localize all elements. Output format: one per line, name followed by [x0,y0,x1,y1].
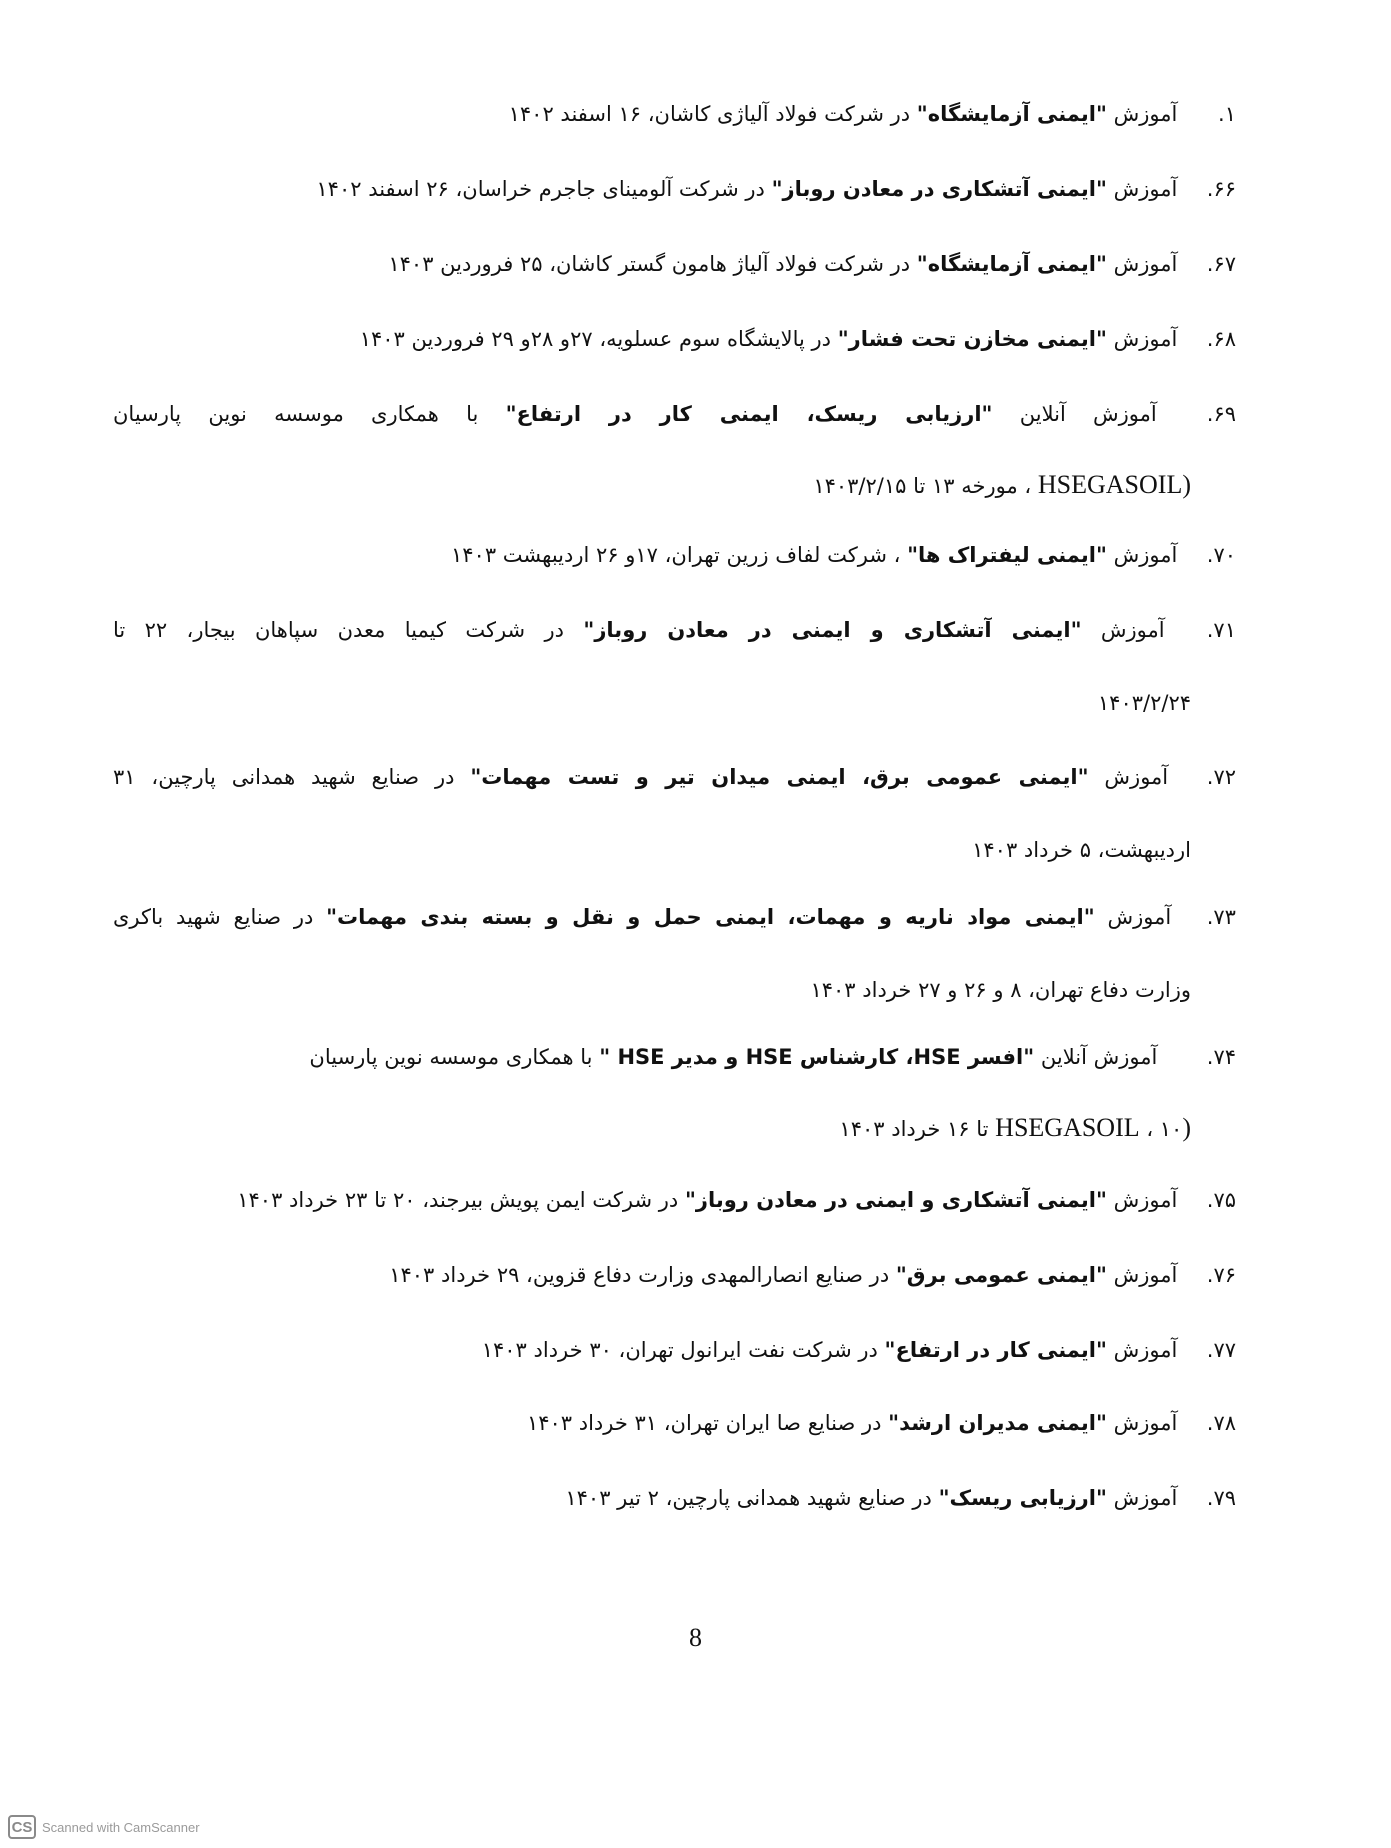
item-suffix: در صنایع شهید همدانی پارچین، ۲ تیر ۱۴۰۳ [565,1486,932,1510]
item-number: ۷۶. [1206,1263,1236,1287]
scanner-footer-text: Scanned with CamScanner [42,1819,200,1835]
item-prefix: آموزش [1104,765,1169,789]
continuation-text: ، ۱۰ تا ۱۶ خرداد ۱۴۰۳ [839,1117,1183,1141]
item-suffix: در شرکت آلومینای جاجرم خراسان، ۲۶ اسفند ۱۴۰۲ [316,177,765,201]
page-number: 8 [689,1623,702,1652]
item-title: "ایمنی کار در ارتفاع" [884,1338,1107,1362]
list-item-continuation [813,472,1191,498]
item-number: ۷۳. [1206,905,1236,929]
item-prefix: آموزش [1113,252,1178,276]
item-prefix: آموزش آنلاین [1019,402,1157,426]
item-prefix: آموزش [1100,618,1165,642]
item-number: ۷۱. [1206,618,1236,642]
camscanner-logo-icon: CS [8,1815,36,1839]
item-title: "ایمنی مخازن تحت فشار" [837,327,1107,351]
item-title: "ایمنی عمومی برق، ایمنی میدان تیر و تست مهمات" [470,765,1089,789]
item-number: ۷۰. [1206,543,1236,567]
item-suffix: در شرکت فولاد آلیاژی کاشان، ۱۶ اسفند ۱۴۰۲ [508,102,911,126]
item-suffix: در صنایع انصارالمهدی وزارت دفاع قزوین، ۲۹ خرداد ۱۴۰۳ [389,1263,890,1287]
list-item-continuation [1098,693,1191,714]
item-number: ۷۲. [1206,765,1237,789]
item-prefix: آموزش [1113,102,1178,126]
item-suffix: در صنایع صا ایران تهران، ۳۱ خرداد ۱۴۰۳ [526,1411,882,1435]
list-item [113,404,1236,425]
item-number: ۶۹. [1206,402,1236,426]
list-item-continuation [972,840,1191,861]
item-number: ۷۸. [1206,1411,1236,1435]
item-prefix: آموزش [1113,1486,1178,1510]
item-number: ۷۵. [1206,1188,1236,1212]
item-title: "ایمنی لیفتراک ها" [907,543,1107,567]
item-suffix: در صنایع شهید همدانی پارچین، ۳۱ [113,765,455,789]
item-prefix: آموزش [1113,1263,1178,1287]
item-title: "ایمنی آزمایشگاه" [916,252,1107,276]
list-item [360,329,1236,350]
item-prefix: آموزش [1113,543,1178,567]
item-suffix: در شرکت کیمیا معدن سپاهان بیجار، ۲۲ تا [113,618,565,642]
list-item [388,254,1236,275]
item-suffix: با همکاری موسسه نوین پارسیان [309,1045,593,1069]
list-item [509,104,1236,125]
list-item [482,1340,1236,1361]
item-title: "ایمنی آتشکاری و ایمنی در معادن روباز" [684,1188,1107,1212]
item-suffix: در صنایع شهید باکری [113,905,314,929]
item-suffix: در شرکت ایمن پویش بیرجند، ۲۰ تا ۲۳ خرداد ۱۴۰۳ [237,1188,679,1212]
item-title: "ایمنی آتشکاری و ایمنی در معادن روباز" [583,618,1082,642]
item-title: "ایمنی آتشکاری در معادن روباز" [771,177,1107,201]
list-item-continuation [810,980,1191,1001]
list-item [389,1265,1236,1286]
item-number: ۶۶. [1206,177,1236,201]
item-title: "ارزیابی ریسک" [938,1486,1107,1510]
item-number: ۷۹. [1206,1486,1236,1510]
item-suffix: در شرکت فولاد آلیاژ هامون گستر کاشان، ۲۵ فروردین ۱۴۰۳ [388,252,911,276]
item-number: ۷۷. [1206,1338,1236,1362]
continuation-text: ، مورخه ۱۳ تا ۱۴۰۳/۲/۱۵ [813,474,1032,498]
item-prefix: آموزش [1113,1188,1178,1212]
item-title: "ایمنی مواد ناریه و مهمات، ایمنی حمل و نقل و بسته بندی مهمات" [326,905,1095,929]
item-number: ۷۴. [1206,1045,1236,1069]
item-prefix: آموزش [1113,327,1178,351]
item-suffix: با همکاری موسسه نوین پارسیان [113,402,479,426]
item-prefix: آموزش آنلاین [1040,1045,1158,1069]
item-prefix: آموزش [1107,905,1172,929]
item-prefix: آموزش [1113,1338,1178,1362]
list-item [113,907,1236,928]
item-number: ۶۸. [1206,327,1236,351]
item-suffix: در شرکت نفت ایرانول تهران، ۳۰ خرداد ۱۴۰۳ [481,1338,878,1362]
list-item [451,545,1236,566]
list-item [113,767,1236,788]
item-number: ۶۷. [1206,252,1236,276]
item-title: "ارزیابی ریسک، ایمنی کار در ارتفاع" [505,402,993,426]
continuation-text: وزارت دفاع تهران، ۸ و ۲۶ و ۲۷ خرداد ۱۴۰۳ [810,978,1191,1002]
item-suffix: ، شرکت لفاف زرین تهران، ۱۷و ۲۶ اردیبهشت ۱۴۰۳ [450,543,901,567]
item-prefix: آموزش [1113,1411,1178,1435]
organization-code: (HSEGASOIL [995,1113,1191,1142]
continuation-text: ۱۴۰۳/۲/۲۴ [1097,691,1191,715]
item-prefix: آموزش [1113,177,1178,201]
item-number: ۱. [1218,102,1236,126]
list-item [565,1488,1236,1509]
organization-code: (HSEGASOIL [1037,470,1191,499]
list-item [113,620,1236,641]
item-title: "افسر HSE، کارشناس HSE و مدیر HSE " [599,1045,1035,1069]
list-item [527,1413,1236,1434]
scanner-footer [8,1815,200,1839]
list-item-continuation [839,1115,1191,1141]
list-item [309,1047,1236,1068]
item-title: "ایمنی آزمایشگاه" [916,102,1107,126]
list-item [237,1190,1236,1211]
item-title: "ایمنی عمومی برق" [895,1263,1107,1287]
continuation-text: اردیبهشت، ۵ خرداد ۱۴۰۳ [972,838,1191,862]
item-title: "ایمنی مدیران ارشد" [888,1411,1107,1435]
list-item [316,179,1236,200]
item-suffix: در پالایشگاه سوم عسلویه، ۲۷و ۲۸و ۲۹ فروردین ۱۴۰۳ [359,327,832,351]
